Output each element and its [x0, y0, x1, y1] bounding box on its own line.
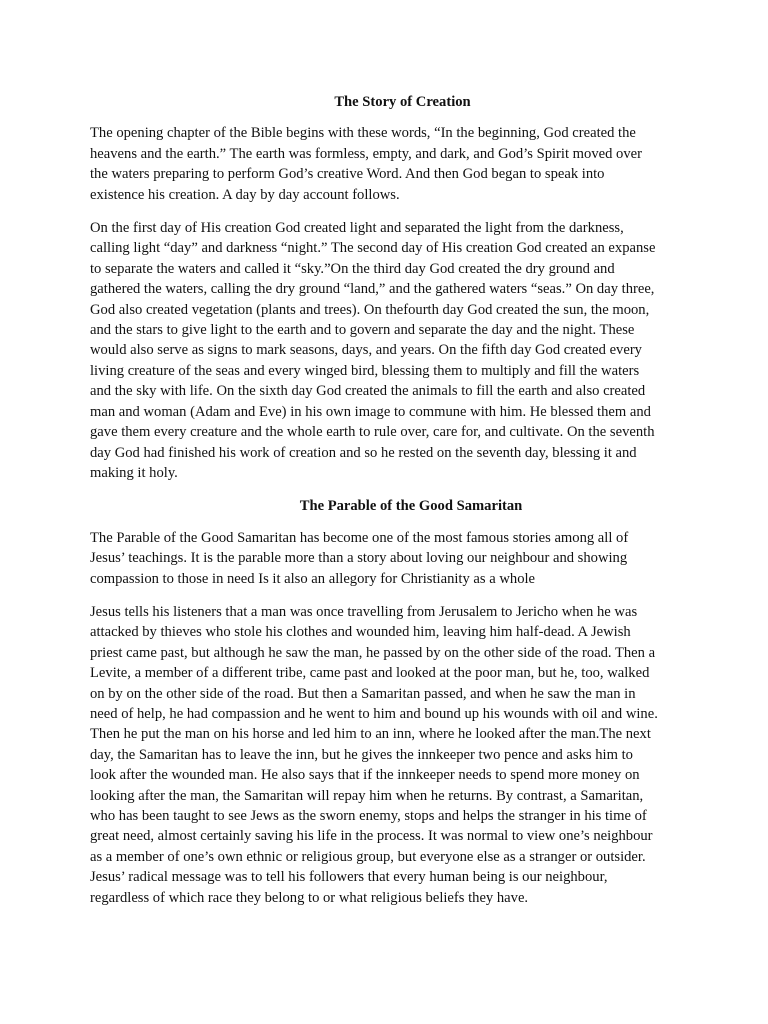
document-body [90, 92, 680, 908]
paragraph-samaritan-intro: The Parable of the Good Samaritan has become one of the most famous stories among all of Jesus’ teachings. It is the parable more than a story about loving our neighbour and showing compassion to those in need Is it also an allegory for Christianity as a whole [90, 529, 629, 587]
heading-story-of-creation: The Story of Creation [334, 94, 471, 110]
heading-good-samaritan: The Parable of the Good Samaritan [299, 498, 523, 515]
paragraph-creation-intro: The opening chapter of the Bible begins with these words, “In the beginning, God created the heavens and the earth.” The earth was formless, empty, and dark, and God’s Spirit moved over the waters preparing to perform God’s creative Word. And then God began to speak into existence his creation. A day by day account follows. [90, 125, 642, 203]
paragraph-samaritan-story: Jesus tells his listeners that a man was once travelling from Jerusalem to Jericho when he was attacked by thieves who stole his clothes and wounded him, leaving him half-dead. A Jewish priest came past, but although he saw the man, he passed by on the other side of the road. Then a Levite, a member of a different tribe, came past and looked at the poor man, but he, too, walked on by on the other side of the road. But then a Samaritan passed, and when he saw the man in need of help, he had compassion and he went to him and bound up his wounds with oil and wine. Then he put the man on his horse and led him to an inn, where he looked after the man.The next day, the Samaritan has to leave the inn, but he gives the innkeeper two pence and asks him to look after the wounded man. He also says that if the innkeeper needs to spend more money on looking after the man, the Samaritan will repay him when he returns. By contrast, a Samaritan, who has been taught to see Jews as the sworn enemy, stops and helps the stranger in his time of great need, almost certainly saving his life in the process. It was normal to view one’s neighbour as a member of one’s own ethnic or religious group, but everyone else as a stranger or outsider. Jesus’ radical message was to tell his followers that every human being is our neighbour, regardless of which race they belong to or what religious beliefs they have. [90, 603, 658, 906]
paragraph-creation-days: On the first day of His creation God created light and separated the light from the darkness, calling light “day” and darkness “night.” The second day of His creation God created an expanse to separate the waters and called it “sky.”On the third day God created the dry ground and gathered the waters, calling the dry ground “land,” and the gathered waters “seas.” On day three, God also created vegetation (plants and trees). On thefourth day God created the sun, the moon, and the stars to give light to the earth and to govern and separate the day and the night. These would also serve as signs to mark seasons, days, and years. On the fifth day God created every living creature of the seas and every winged bird, blessing them to multiply and fill the waters and the sky with life. On the sixth day God created the animals to fill the earth and also created man and woman (Adam and Eve) in his own image to commune with him. He blessed them and gave them every creature and the whole earth to rule over, care for, and cultivate. On the seventh day God had finished his work of creation and so he rested on the seventh day, blessing it and making it holy. [90, 220, 656, 481]
